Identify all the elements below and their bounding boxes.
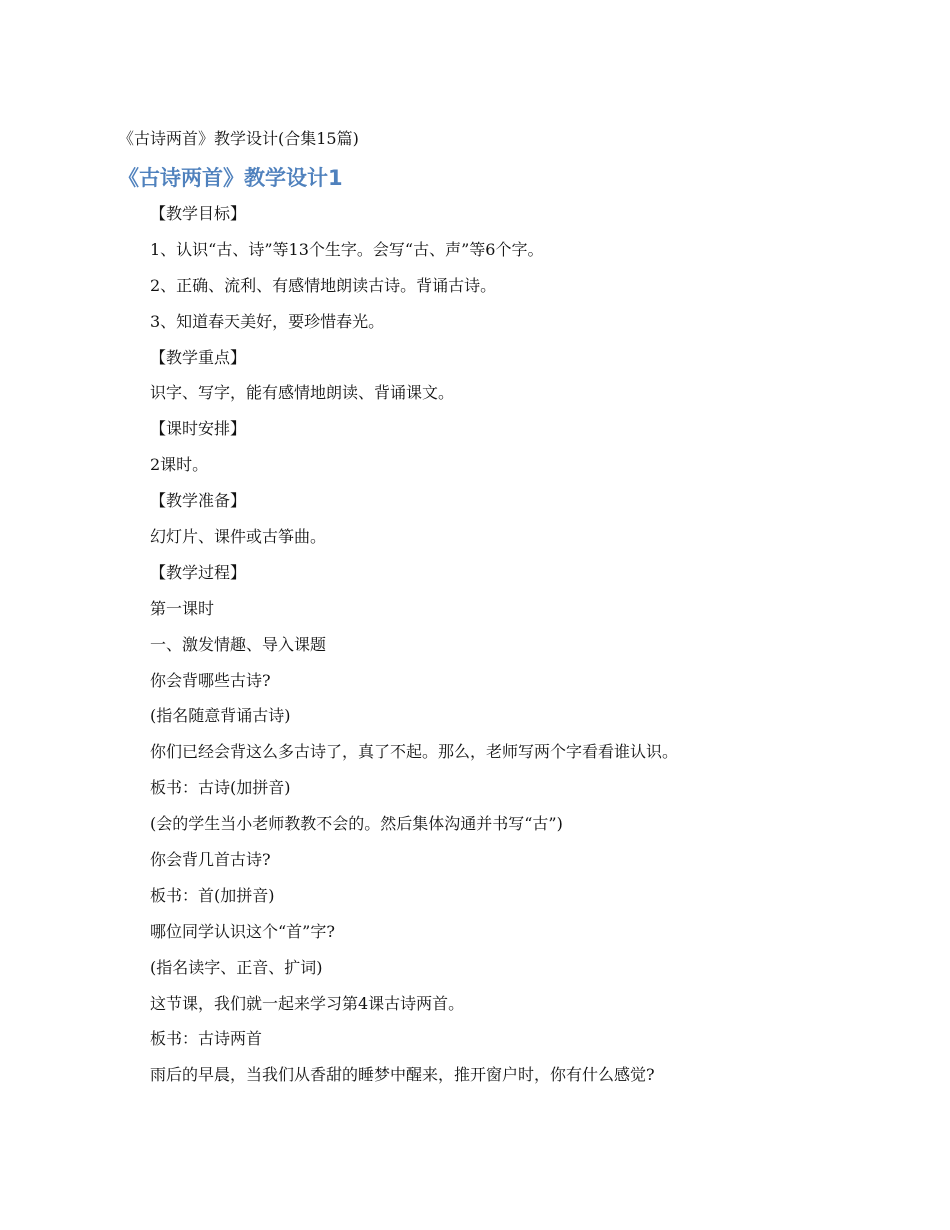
paragraph: 第一课时: [150, 598, 215, 618]
paragraph: (指名读字、正音、扩词): [150, 957, 323, 977]
paragraph: 哪位同学认识这个“首”字?: [150, 921, 335, 941]
paragraph: 1、认识“古、诗”等13个生字。会写“古、声”等6个字。: [150, 239, 544, 259]
paragraph: 【教学重点】: [150, 347, 247, 367]
paragraph: 【教学过程】: [150, 562, 247, 582]
paragraph: 你会背哪些古诗?: [150, 670, 271, 690]
paragraph: 识字、写字，能有感情地朗读、背诵课文。: [150, 383, 455, 403]
paragraph: 幻灯片、课件或古筝曲。: [150, 527, 327, 547]
paragraph: 3、知道春天美好，要珍惜春光。: [150, 311, 385, 331]
paragraph: 这节课，我们就一起来学习第4课古诗两首。: [150, 993, 465, 1013]
paragraph: 板书：古诗两首: [150, 1029, 263, 1049]
paragraph: 雨后的早晨，当我们从香甜的睡梦中醒来，推开窗户时，你有什么感觉?: [150, 1065, 655, 1085]
paragraph: 你会背几首古诗?: [150, 850, 271, 870]
paragraph: 2课时。: [150, 455, 209, 475]
paragraph: 【教学准备】: [150, 491, 247, 511]
paragraph: (会的学生当小老师教教不会的。然后集体沟通并书写“古”): [150, 814, 563, 834]
paragraph: 2、正确、流利、有感情地朗读古诗。背诵古诗。: [150, 275, 497, 295]
paragraph: 【课时安排】: [150, 419, 247, 439]
paragraph: 板书：古诗(加拼音): [150, 778, 291, 798]
paragraph: 板书：首(加拼音): [150, 885, 275, 905]
paragraph: 你们已经会背这么多古诗了，真了不起。那么，老师写两个字看看谁认识。: [150, 742, 679, 762]
paragraph: 【教学目标】: [150, 204, 247, 223]
document-body: [150, 201, 910, 1098]
paragraph: (指名随意背诵古诗): [150, 706, 291, 726]
section-heading: 《古诗两首》教学设计1: [118, 166, 343, 190]
paragraph: 一、激发情趣、导入课题: [150, 634, 327, 654]
document-title: 《古诗两首》教学设计(合集15篇): [118, 129, 359, 148]
